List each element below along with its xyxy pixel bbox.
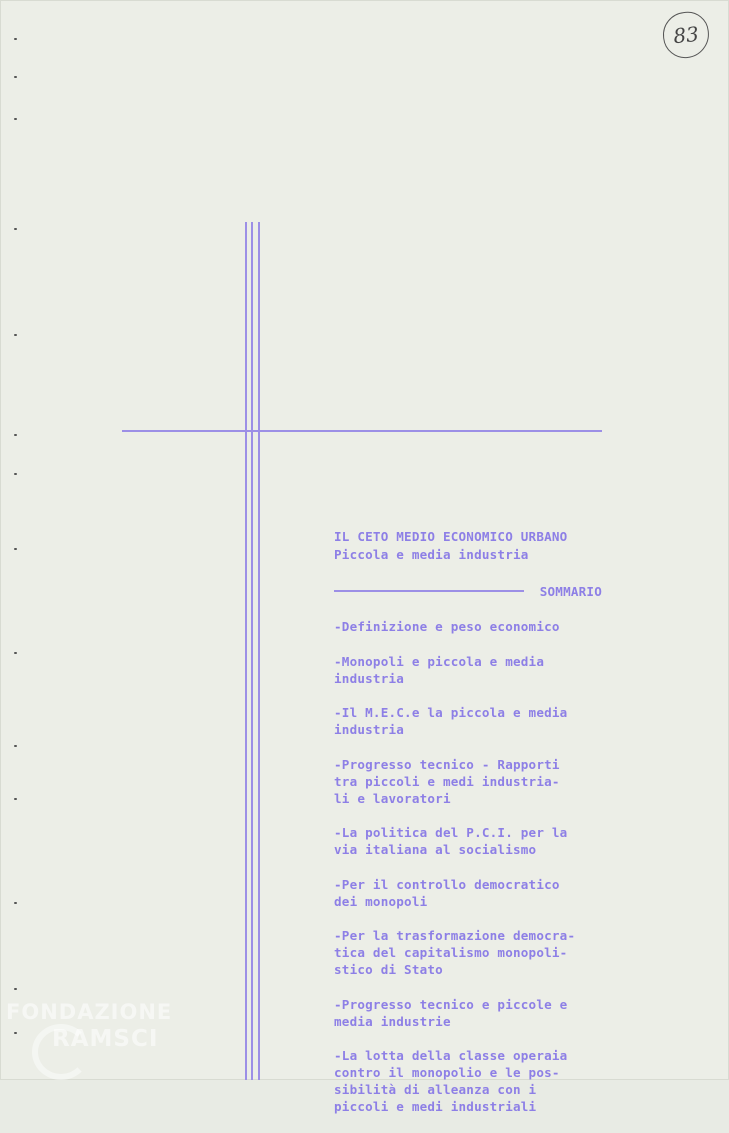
binder-mark (14, 118, 17, 120)
vertical-rule (258, 222, 260, 1080)
toc-item: -Progresso tecnico - Rapporti tra piccoli e medi industria- li e lavoratori (334, 756, 560, 806)
binder-mark (14, 745, 17, 747)
page-number: 83 (672, 21, 700, 49)
binder-mark (14, 334, 17, 336)
binder-mark (14, 548, 17, 550)
vertical-rule (251, 222, 253, 1080)
binder-mark (14, 988, 17, 990)
document-title (334, 528, 614, 564)
watermark-line-2: RAMSCI (52, 1026, 159, 1052)
binder-mark (14, 798, 17, 800)
binder-mark (14, 473, 17, 475)
sommario-label: SOMMARIO (539, 583, 602, 599)
toc-item: -La politica del P.C.I. per la via italiana al socialismo (334, 825, 568, 857)
binder-mark (14, 902, 17, 904)
table-of-contents (334, 618, 624, 1133)
toc-item: -Definizione e peso economico (334, 619, 560, 634)
toc-item: -Monopoli e piccola e media industria (334, 653, 545, 686)
horizontal-rule (122, 430, 602, 432)
watermark (6, 996, 206, 1076)
binder-mark (14, 38, 17, 40)
sommario-rule (334, 590, 524, 592)
toc-item: -Progresso tecnico e piccole e media industrie (334, 996, 568, 1029)
binder-mark (14, 228, 17, 230)
title-line-2: Piccola e media industria (334, 547, 529, 562)
toc-item: -Per il controllo democratico dei monopoli (334, 876, 560, 909)
binder-mark (14, 434, 17, 436)
toc-item: -Il M.E.C.e la piccola e media industria (334, 705, 568, 737)
vertical-rule (245, 222, 247, 1080)
toc-item: -Per la trasformazione democra- tica del capitalismo monopoli- stico di Stato (334, 928, 576, 977)
page-number-stamp (661, 10, 712, 61)
toc-item: -La lotta della classe operaia contro il monopolio e le pos- sibilità di alleanza con i piccoli e medi industriali (334, 1048, 568, 1114)
watermark-line-1: FONDAZIONE (6, 1000, 173, 1024)
binder-mark (14, 652, 17, 654)
sommario-header (334, 582, 602, 600)
title-line-1: IL CETO MEDIO ECONOMICO URBANO (334, 529, 568, 544)
binder-mark (14, 76, 17, 78)
